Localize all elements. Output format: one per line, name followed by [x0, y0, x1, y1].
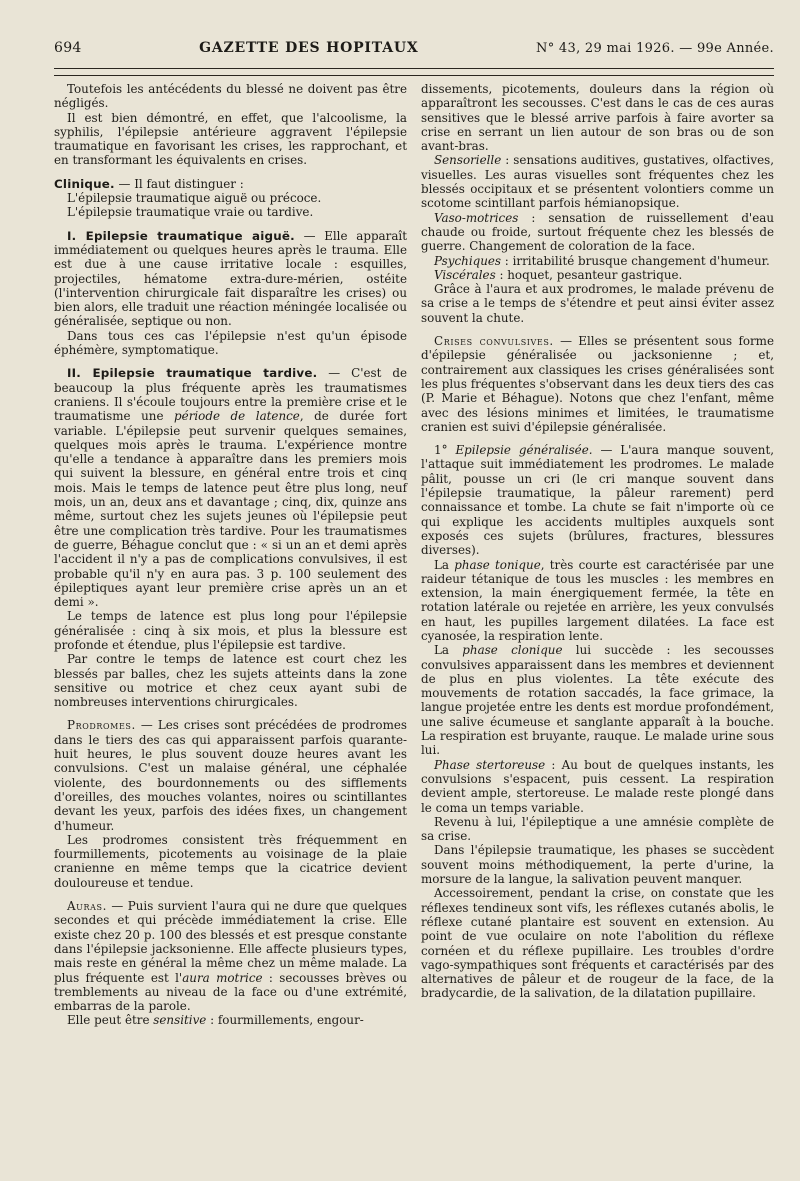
prodromes-paragraph: Prodromes. — Les crises sont précédées de prodromes dans le tiers des cas qui apparaissent parfois quarante-huit heures, le plus souvent douze heures avant les convulsions. C'est un malaise général, une céphalée violente, des bourdonnements ou des sifflements d'oreilles, des mouches volantes, noires ou scintillantes devant les yeux, parfois des idées fixes, un changement d'humeur.: [54, 718, 407, 833]
italic-term: sensitive: [153, 1013, 207, 1028]
italic-term: Vaso-motrices: [434, 210, 519, 225]
auras-paragraph: Auras. — Puis survient l'aura qui ne dure que quelques secondes et qui précède immédiatement la crise. Elle existe chez 20 p. 100 des blessés et est presque constante dans l'épilepsie jacksonienne. Elle affecte plusieurs types, mais reste en général la même chez un même malade. La plus fréquente est l'aura motrice : secousses brèves ou tremblements au niveau de la face ou d'une extrémité, embarras de la parole.: [54, 899, 408, 1014]
generalisee-paragraph: 1° Epilepsie généralisée. — L'aura manque souvent, l'attaque suit immédiatement les prodromes. Le malade pâlit, pousse un cri (le cri manque souvent dans l'épilepsie traumatique, la pâleur rarement) perd connaissance et tombe. La chute se fait n'importe où ce qui explique les accidents multiples auxquels sont exposés ces sujets (brûlures, fractures, blessures diverses).: [421, 443, 774, 558]
section-heading-late: II. Epilepsie traumatique tardive.: [67, 366, 318, 381]
paragraph: Revenu à lui, l'épileptique a une amnésie complète de sa crise.: [421, 814, 774, 844]
italic-term: Sensorielle: [434, 153, 502, 168]
right-column: [421, 82, 774, 1028]
italic-term: aura motrice: [182, 970, 263, 985]
page-number: 694: [54, 40, 82, 56]
header-rule: [54, 68, 774, 69]
article-columns: [54, 82, 774, 1028]
paragraph: La phase tonique, très courte est caractérisée par une raideur tétanique de tous les muscles : les membres en extension, la main énergiquement fermée, la tête en rotation latérale ou rejetée en arrière, les yeux convulsés en haut, les pupilles largement dilatées. La face est cyanosée, la respiration lente.: [421, 557, 775, 643]
italic-term: Viscérales: [434, 267, 496, 282]
paragraph: Elle peut être sensitive : fourmillements, engour-: [67, 1013, 364, 1028]
section-heading-acute: I. Epilepsie traumatique aiguë.: [67, 228, 295, 243]
crises-paragraph: Crises convulsives. — Elles se présentent sous forme d'épilepsie généralisée ou jacksonienne ; et, contrairement aux classiques les crises généralisées sont les plus fréquentes s'observant dans les deux tiers des cas (P. Marie et Béhague). Notons que chez l'enfant, même avec des lésions minimes et limitées, le traumatisme cranien est suivi d'épilepsie généralisée.: [421, 334, 774, 434]
paragraph: Sensorielle : sensations auditives, gustatives, olfactives, visuelles. Les auras visuelles sont fréquentes chez les blessés occipitaux et se présentent volontiers comme un scotome scintillant parfois hémianopsique.: [421, 153, 774, 211]
journal-title: GAZETTE DES HOPITAUX: [199, 40, 419, 56]
paragraph: Il est bien démontré, en effet, que l'alcoolisme, la syphilis, l'épilepsie antérieure aggravent l'épilepsie traumatique en favorisant les crises, les rapprochant, et en transformant les équivalents en crises.: [54, 110, 407, 168]
paragraph: Psychiques : irritabilité brusque changement d'humeur.: [434, 253, 770, 268]
paragraph: Les prodromes consistent très fréquemment en fourmillements, picotements au voisinage de la plaie cranienne en même temps que la cicatrice devient douloureuse et tendue.: [54, 832, 407, 890]
paragraph: Le temps de latence est plus long pour l'épilepsie généralisée : cinq à six mois, et plus la blessure est profonde et étendue, plus l'épilepsie est tardive.: [54, 609, 407, 652]
paragraph: Par contre le temps de latence est court chez les blessés par balles, chez les sujets atteints dans la zone sensitive ou motrice et chez ceux ayant subi de nombreuses interventions chirurgicales.: [54, 652, 407, 710]
section-heading-clinique: Clinique.: [54, 176, 115, 191]
paragraph: Phase stertoreuse : Au bout de quelques instants, les convulsions s'espacent, puis cessent. La respiration devient ample, stertoreuse. Le malade reste plongé dans le coma un temps variable.: [421, 757, 774, 815]
paragraph: Viscérales : hoquet, pesanteur gastrique.: [434, 267, 683, 282]
paragraph: Grâce à l'aura et aux prodromes, le malade prévenu de sa crise a le temps de s'étendre et peut ainsi éviter assez souvent la chute.: [421, 282, 774, 325]
header-rule-2: [54, 75, 774, 76]
section-late-paragraph: II. Epilepsie traumatique tardive. — C'est de beaucoup la plus fréquente après les traumatismes craniens. Il s'écoule toujours entre la première crise et le traumatisme une période de latence, de durée fort variable. L'épilepsie peut survenir quelques semaines, quelques mois après le trauma. L'expérience montre qu'elle a tendance à apparaître dans les premiers mois qui suivent la blessure, en général entre trois et cinq mois. Mais le temps de latence peut être plus long, neuf mois, un an, deux ans et davantage ; cinq, dix, quinze ans même, surtout chez les sujets jeunes où l'épilepsie peut être une complication très tardive. Pour les traumatismes de guerre, Béhague conclut que : « si un an et demi après l'accident il n'y a pas de complications convulsives, il est probable qu'il n'y en aura pas. 3 p. 100 seulement des épileptiques ayant leur première crise après un an et demi ».: [54, 366, 407, 610]
italic-term: Phase stertoreuse: [434, 757, 546, 772]
paragraph: La phase clonique lui succède : les secousses convulsives apparaissent dans les membres et deviennent de plus en plus violentes. La tête exécute des mouvements de rotation saccadés, la face grimace, la langue projetée entre les dents est mordue profondément, une salive écumeuse et sanglante apparaît à la bouche. La respiration est bruyante, rauque. Le malade urine sous lui.: [421, 643, 774, 758]
italic-term: phase tonique: [454, 557, 541, 572]
left-column: [54, 82, 407, 1028]
list-item: L'épilepsie traumatique aiguë ou précoce.: [67, 191, 322, 206]
italic-term: phase clonique: [462, 643, 563, 658]
italic-term: Psychiques: [434, 253, 502, 268]
paragraph: Dans l'épilepsie traumatique, les phases se succèdent souvent moins méthodiquement, la perte d'urine, la morsure de la langue, la salivation peuvent manquer.: [421, 843, 774, 887]
list-item: L'épilepsie traumatique vraie ou tardive.: [67, 205, 314, 220]
italic-heading: Epilepsie généralisée.: [455, 443, 593, 458]
italic-term: période de latence: [174, 409, 300, 424]
section-acute-paragraph: I. Epilepsie traumatique aiguë. — Elle apparaît immédiatement ou quelques heures après le trauma. Elle est due à une cause irritative locale : esquilles, projectiles, hématome extra-dure-mérien, ostéite (l'intervention chirurgicale fait disparaître les crises) ou bien alors, elle traduit une réaction méningée localisée ou généralisée, septique ou non.: [54, 228, 407, 329]
section-heading-crises: Crises convulsives.: [434, 334, 554, 349]
section-heading-prodromes: Prodromes.: [67, 718, 136, 733]
paragraph: Toutefois les antécédents du blessé ne doivent pas être négligés.: [54, 82, 407, 111]
paragraph: dissements, picotements, douleurs dans la région où apparaîtront les secousses. C'est dans le cas de ces auras sensitives que le blessé arrive parfois à faire avorter sa crise en serrant un lien autour de son bras ou de son avant-bras.: [421, 82, 774, 154]
section-heading-auras: Auras.: [67, 899, 107, 914]
paragraph: Dans tous ces cas l'épilepsie n'est qu'un épisode éphémère, symptomatique.: [54, 328, 407, 358]
clinique-paragraph: Clinique. — Il faut distinguer :: [54, 176, 244, 191]
paragraph: Vaso-motrices : sensation de ruissellement d'eau chaude ou froide, surtout fréquente chez les blessés de guerre. Changement de coloration de la face.: [421, 210, 774, 254]
page-header: [54, 0, 774, 62]
issue-info: N° 43, 29 mai 1926. — 99e Année.: [536, 41, 774, 56]
paragraph: Accessoirement, pendant la crise, on constate que les réflexes tendineux sont vifs, les réflexes cutanés abolis, le réflexe cutané plantaire est souvent en extension. Au point de vue oculaire on note l'abolition du réflexe cornéen et du réflexe pupillaire. Les troubles d'ordre vago-sympathiques sont fréquents et caractérisés par des alternatives de pâleur et de rougeur de la face, de la bradycardie, de la salivation, de la dilatation pupillaire.: [421, 886, 774, 1001]
